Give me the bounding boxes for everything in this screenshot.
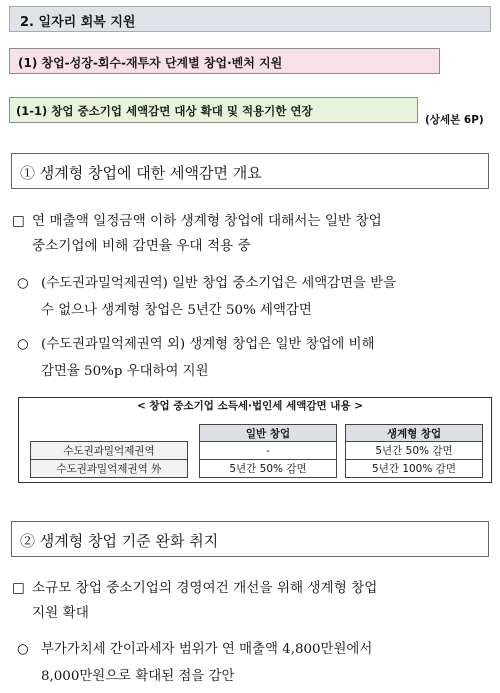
section-title-box (9, 6, 491, 32)
circle-bullet-icon: ○ (17, 337, 29, 352)
square-bullet-icon: □ (12, 580, 25, 596)
square-bullet-icon: □ (12, 213, 25, 229)
paragraph-2-line-2: 지원 확대 (32, 605, 89, 621)
table-title: < 창업 중소기업 소득세·법인세 세액감면 내용 > (0, 398, 500, 413)
paragraph-2-line-1: 소규모 창업 중소기업의 경영여건 개선을 위해 생계형 창업 (32, 580, 378, 596)
table-row-label: 수도권과밀억제권역 外 (30, 459, 188, 478)
subsection-title: (1) 창업-성장-회수-재투자 단계별 창업·벤처 지원 (18, 56, 283, 70)
topic-title-2: ② 생계형 창업 기준 완화 취지 (20, 532, 219, 550)
bullet-item-1 (0, 270, 500, 324)
table-cell: 5년간 50% 감면 (199, 459, 337, 478)
paragraph-1-line-2: 중소기업에 비해 감면율 우대 적용 중 (32, 238, 251, 254)
table-cell: - (199, 441, 337, 460)
bullet-3-line-1: 부가가치세 간이과세자 범위가 연 매출액 4,800만원에서 (41, 642, 373, 657)
subsection-title-box (9, 48, 440, 74)
bullet-2-line-1: (수도권과밀억제권역 외) 생계형 창업은 일반 창업에 비해 (41, 337, 375, 352)
bullet-1-line-1: (수도권과밀억제권역) 일반 창업 중소기업은 세액감면을 받을 (41, 276, 397, 291)
table-header-general: 일반 창업 (199, 424, 337, 442)
circle-bullet-icon: ○ (17, 276, 29, 291)
paragraph-2 (0, 576, 500, 628)
bullet-1-line-2: 수 없으나 생계형 창업은 5년간 50% 세액감면 (41, 303, 312, 318)
circle-bullet-icon: ○ (17, 642, 29, 657)
sub-subsection-title: (1-1) 창업 중소기업 세액감면 대상 확대 및 적용기한 연장 (16, 104, 313, 118)
topic-box-2 (11, 521, 489, 557)
topic-title-1: ① 생계형 창업에 대한 세액감면 개요 (20, 164, 262, 182)
table-cell: 5년간 100% 감면 (345, 459, 483, 478)
section-title: 2. 일자리 회복 지원 (20, 15, 136, 30)
reference-note: (상세본 6P) (425, 114, 484, 126)
bullet-3-line-2: 8,000만원으로 확대된 점을 감안 (41, 669, 235, 684)
table-cell: 5년간 50% 감면 (345, 441, 483, 460)
bullet-2-line-2: 감면율 50%p 우대하여 지원 (41, 364, 209, 379)
paragraph-1 (0, 209, 500, 259)
paragraph-1-line-1: 연 매출액 일정금액 이하 생계형 창업에 대해서는 일반 창업 (32, 213, 382, 229)
table-row-label: 수도권과밀억제권역 (30, 441, 188, 460)
topic-box-1 (11, 153, 489, 189)
sub-subsection-title-box (9, 97, 418, 123)
table-header-livelihood: 생계형 창업 (345, 424, 483, 442)
bullet-item-3 (0, 636, 500, 690)
bullet-item-2 (0, 331, 500, 385)
